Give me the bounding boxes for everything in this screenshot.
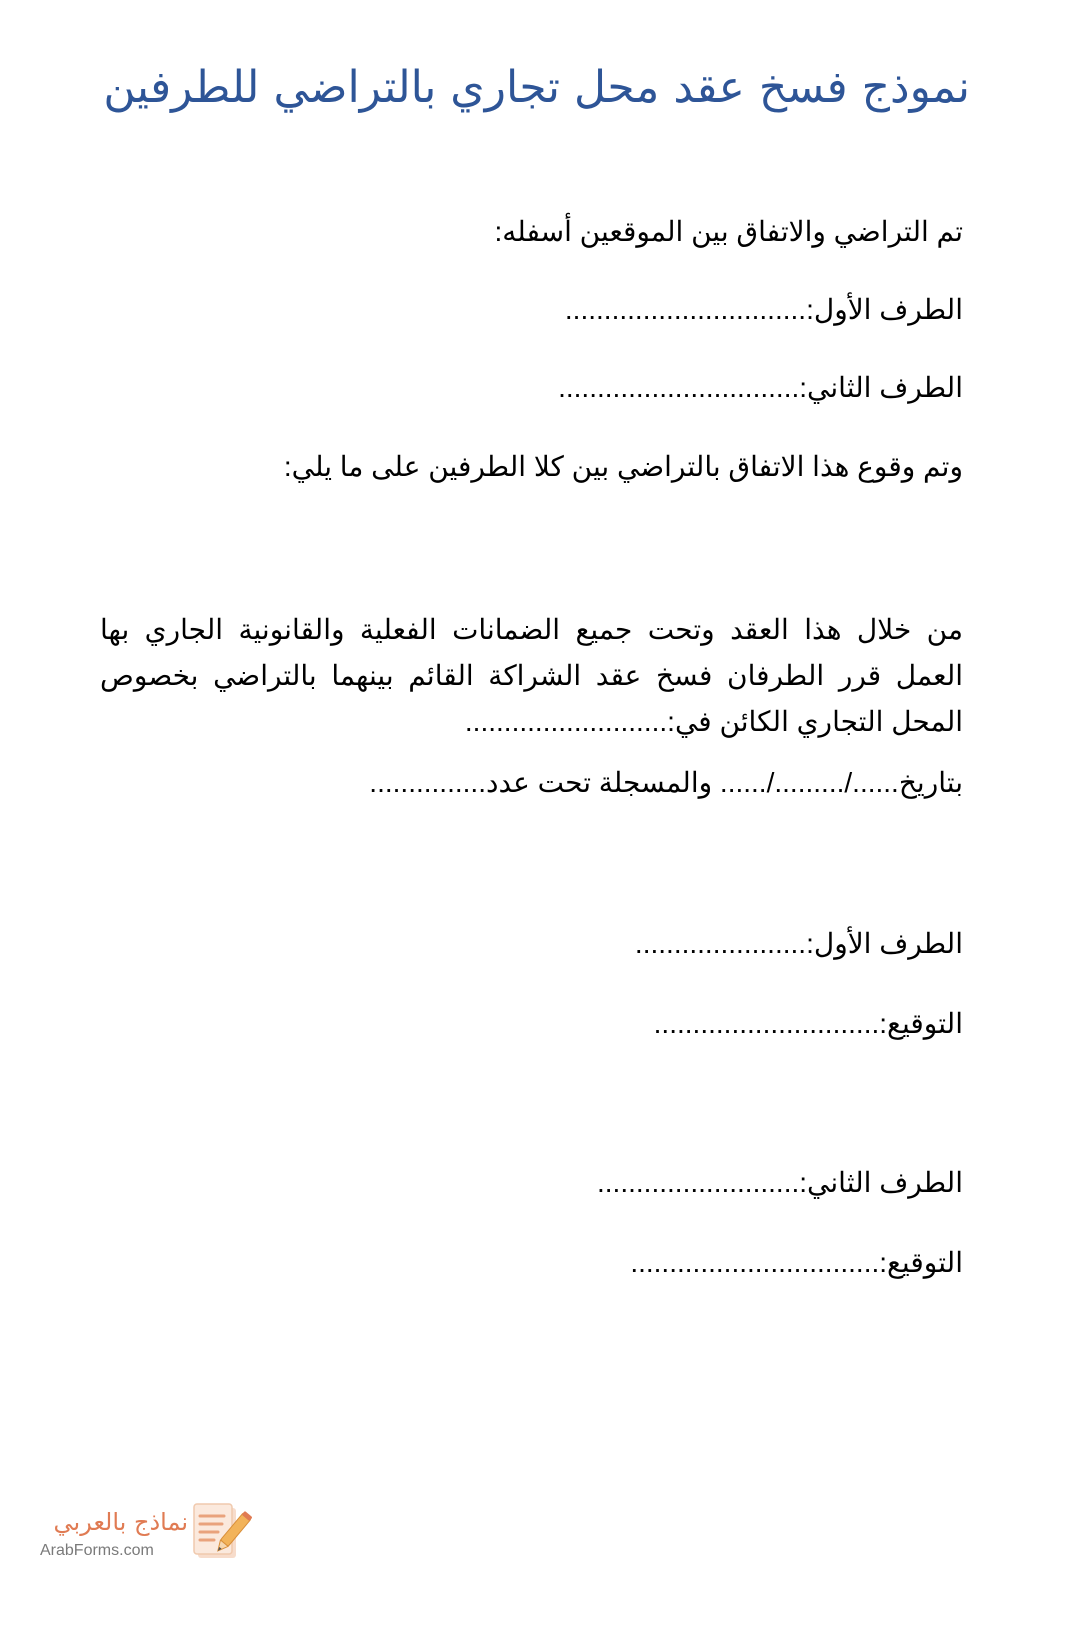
signature-party2: الطرف الثاني:..........................	[597, 1167, 963, 1198]
arabforms-logo	[30, 1500, 260, 1570]
agreement-text: وتم وقوع هذا الاتفاق بالتراضي بين كلا الطرفين على ما يلي:	[283, 451, 963, 482]
body-line-3: المحل التجاري الكائن في:..........................	[464, 706, 963, 737]
party1-field: الطرف الأول:...............................	[564, 294, 963, 325]
document-title: نموذج فسخ عقد محل تجاري بالتراضي للطرفين	[103, 62, 970, 113]
date-registration-line: بتاريخ....../........./...... والمسجلة تحت عدد...............	[369, 767, 963, 798]
body-paragraph	[100, 607, 963, 745]
intro-text: تم التراضي والاتفاق بين الموقعين أسفله:	[494, 216, 963, 247]
signature-line-2: التوقيع:................................	[630, 1247, 963, 1278]
party2-field: الطرف الثاني:...............................	[558, 372, 963, 403]
signature-party1: الطرف الأول:......................	[634, 928, 963, 959]
logo-name: نماذج بالعربي	[53, 1508, 188, 1536]
logo-site: ArabForms.com	[40, 1542, 154, 1559]
body-line-1: من خلال هذا العقد وتحت جميع الضمانات الفعلية والقانونية الجاري بها	[100, 614, 963, 645]
document-pencil-icon	[192, 1500, 252, 1566]
signature-line-1: التوقيع:.............................	[653, 1008, 963, 1039]
body-line-2: العمل قرر الطرفان فسخ عقد الشراكة القائم بينهما بالتراضي بخصوص	[100, 660, 963, 691]
